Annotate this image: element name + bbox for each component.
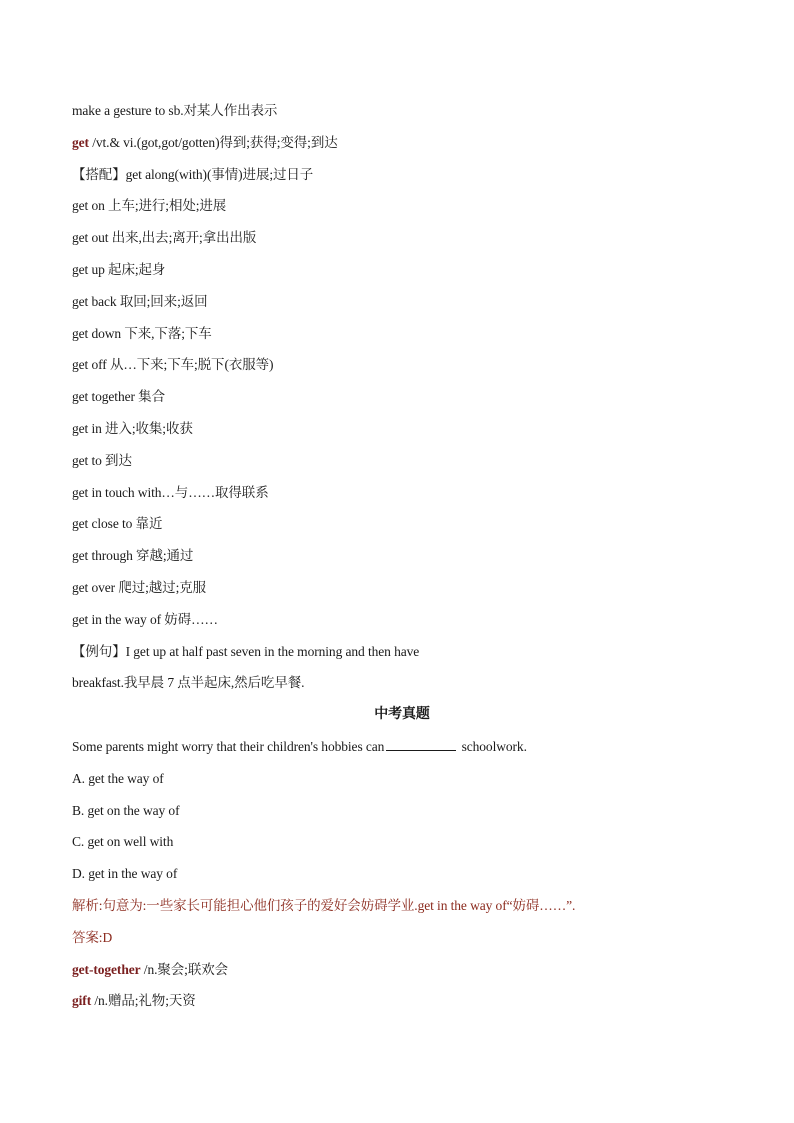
phrase-line: get on 上车;进行;相处;进展 [72, 198, 227, 214]
phrase-line: get to 到达 [72, 452, 132, 468]
entry-definition: /n.聚会;联欢会 [140, 961, 229, 977]
entry-get [72, 130, 732, 162]
question-text-end: schoolwork. [458, 738, 527, 754]
entry-get-together [72, 957, 732, 989]
phrase-line: get in touch with…与……取得联系 [72, 484, 269, 500]
option-a: A. get the way of [72, 770, 164, 786]
collocation-line: 【搭配】get along(with)(事情)进展;过日子 [72, 166, 314, 182]
section-title: 中考真题 [374, 707, 430, 723]
entry-definition: /vt.& vi.(got,got/gotten)得到;获得;变得;到达 [88, 134, 338, 150]
analysis-text: 解析:句意为:一些家长可能担心他们孩子的爱好会妨碍学业.get in the way of“妨碍……”. [72, 897, 576, 913]
headword: gift [72, 993, 92, 1009]
example-sentence: 【例句】I get up at half past seven in the morning and then have [72, 643, 420, 659]
entry-definition: /n.赠品;礼物;天资 [91, 993, 196, 1009]
answer-text: 答案:D [72, 929, 113, 945]
entry-gift [72, 988, 732, 1020]
option-b: B. get on the way of [72, 802, 180, 818]
question-text: Some parents might worry that their children's hobbies can [72, 738, 385, 754]
phrase-line: get back 取回;回来;返回 [72, 293, 208, 309]
phrase-line: get up 起床;起身 [72, 261, 166, 277]
example-sentence-cont: breakfast.我早晨 7 点半起床,然后吃早餐. [72, 675, 305, 691]
phrase-line: get through 穿越;通过 [72, 548, 194, 564]
phrase-line: get close to 靠近 [72, 516, 163, 532]
phrase-line: get together 集合 [72, 389, 165, 405]
phrase-line: get in the way of 妨碍…… [72, 611, 218, 627]
headword: get-together [72, 961, 141, 977]
exam-question [72, 734, 732, 766]
answer-blank [386, 738, 456, 751]
phrase-line: get off 从…下来;下车;脱下(衣服等) [72, 357, 274, 373]
option-c: C. get on well with [72, 834, 174, 850]
option-d: D. get in the way of [72, 866, 178, 882]
phrase-line: get over 爬过;越过;克服 [72, 579, 207, 595]
headword: get [72, 134, 89, 150]
phrase-line: get out 出来,出去;离开;拿出出版 [72, 230, 257, 246]
document-page [72, 98, 732, 1020]
phrase-line: make a gesture to sb.对某人作出表示 [72, 103, 278, 118]
phrase-line: get in 进入;收集;收获 [72, 420, 193, 436]
phrase-line: get down 下来,下落;下车 [72, 325, 212, 341]
